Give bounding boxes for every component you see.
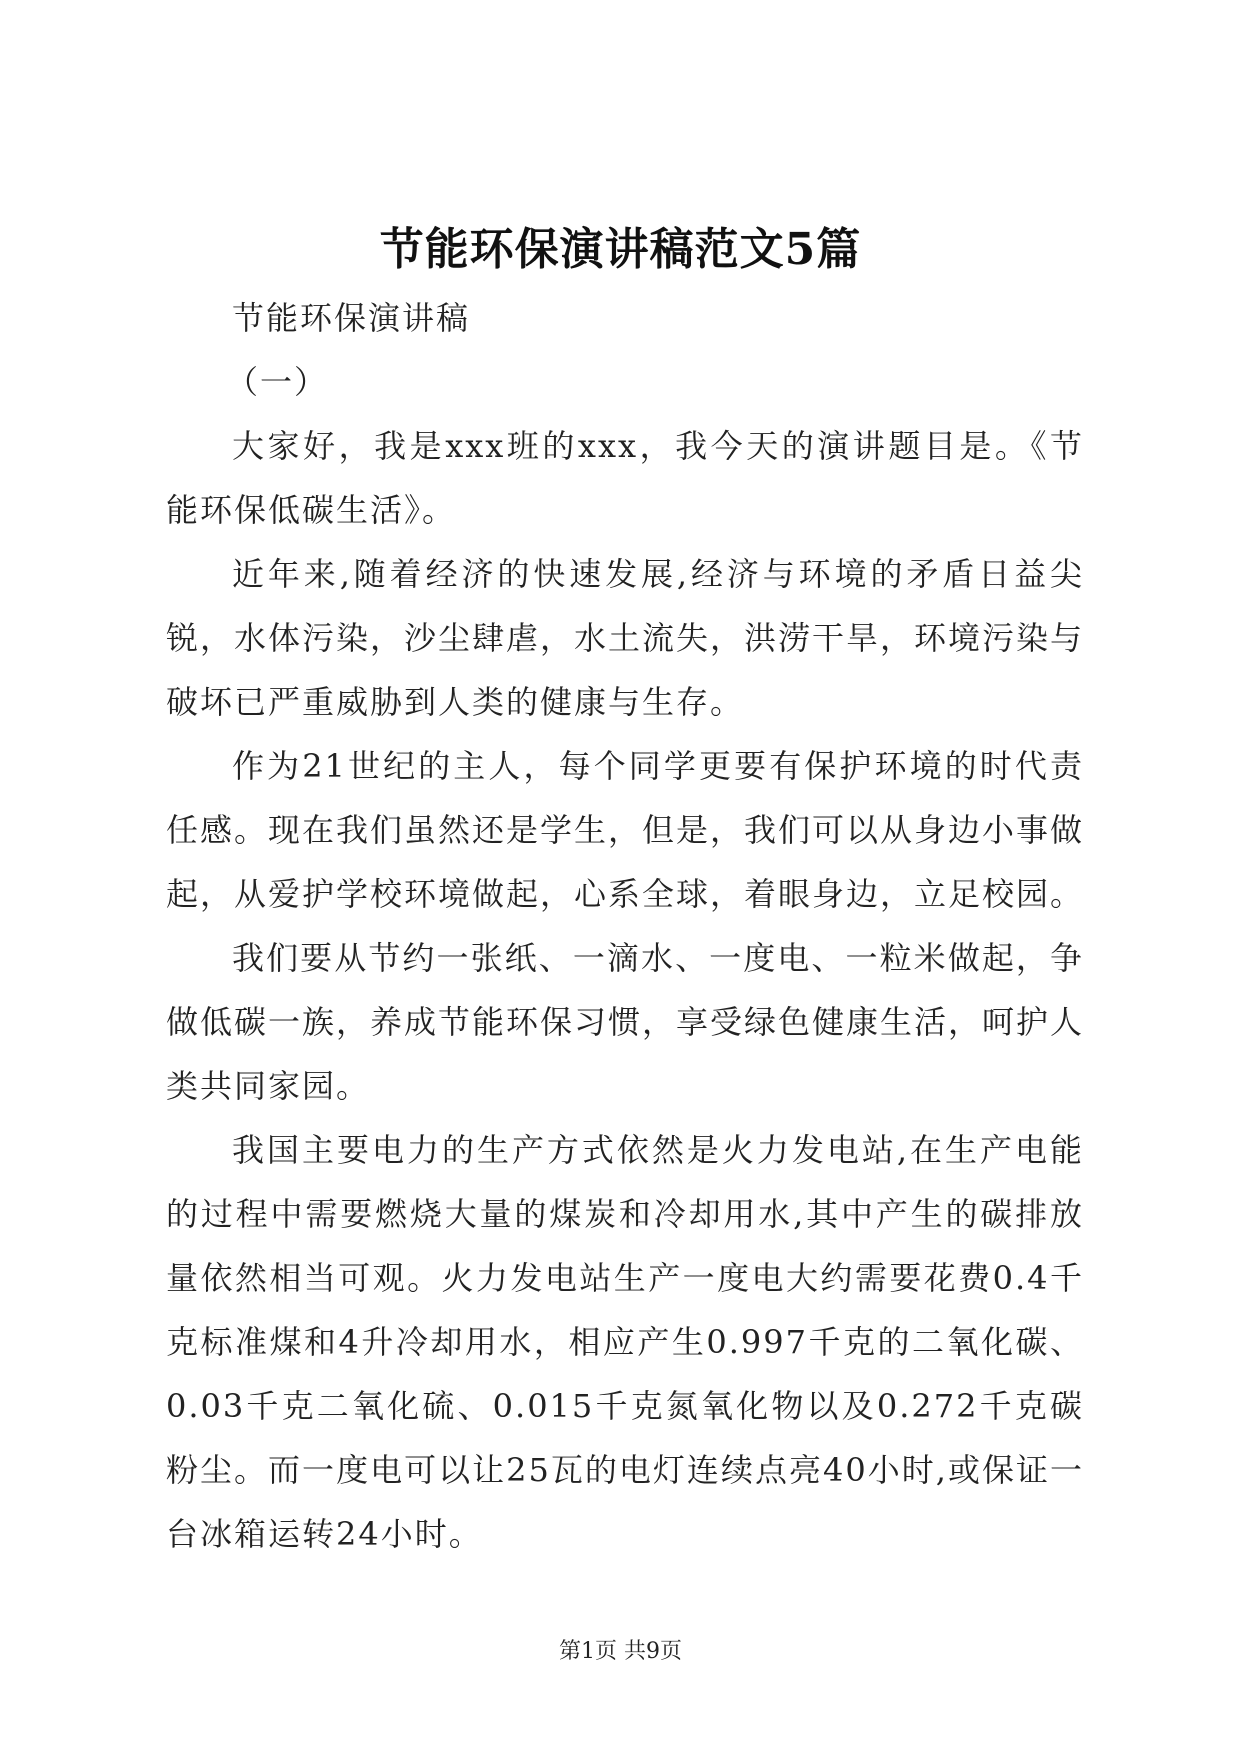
paragraph: 近年来,随着经济的快速发展,经济与环境的矛盾日益尖锐，水体污染，沙尘肆虐，水土流失，洪涝干旱，环境污染与破坏已严重威胁到人类的健康与生存。 <box>166 555 1085 721</box>
document-title: 节能环保演讲稿范文5篇 <box>379 224 862 275</box>
paragraph: 我们要从节约一张纸、一滴水、一度电、一粒米做起，争做低碳一族，养成节能环保习惯，享受绿色健康生活，呵护人类共同家园。 <box>166 939 1085 1105</box>
section-marker: （一） <box>226 363 329 401</box>
page-footer: 第1页 共9页 <box>559 1639 682 1664</box>
paragraph: 作为21世纪的主人，每个同学更要有保护环境的时代责任感。现在我们虽然还是学生，但是，我们可以从身边小事做起，从爱护学校环境做起，心系全球，着眼身边，立足校园。 <box>166 747 1085 913</box>
paragraph: 我国主要电力的生产方式依然是火力发电站,在生产电能的过程中需要燃烧大量的煤炭和冷却用水,其中产生的碳排放量依然相当可观。火力发电站生产一度电大约需要花费0.4千克标准煤和4升冷却用水，相应产生0.997千克的二氧化碳、0.03千克二氧化硫、0.015千克氮氧化物以及0.272千克碳粉尘。而一度电可以让25瓦的电灯连续点亮40小时,或保证一台冰箱运转24小时。 <box>166 1131 1084 1553</box>
document-body <box>166 286 1084 1566</box>
document-subtitle: 节能环保演讲稿 <box>232 299 471 337</box>
paragraph: 大家好，我是xxx班的xxx，我今天的演讲题目是。《节能环保低碳生活》。 <box>166 427 1084 529</box>
